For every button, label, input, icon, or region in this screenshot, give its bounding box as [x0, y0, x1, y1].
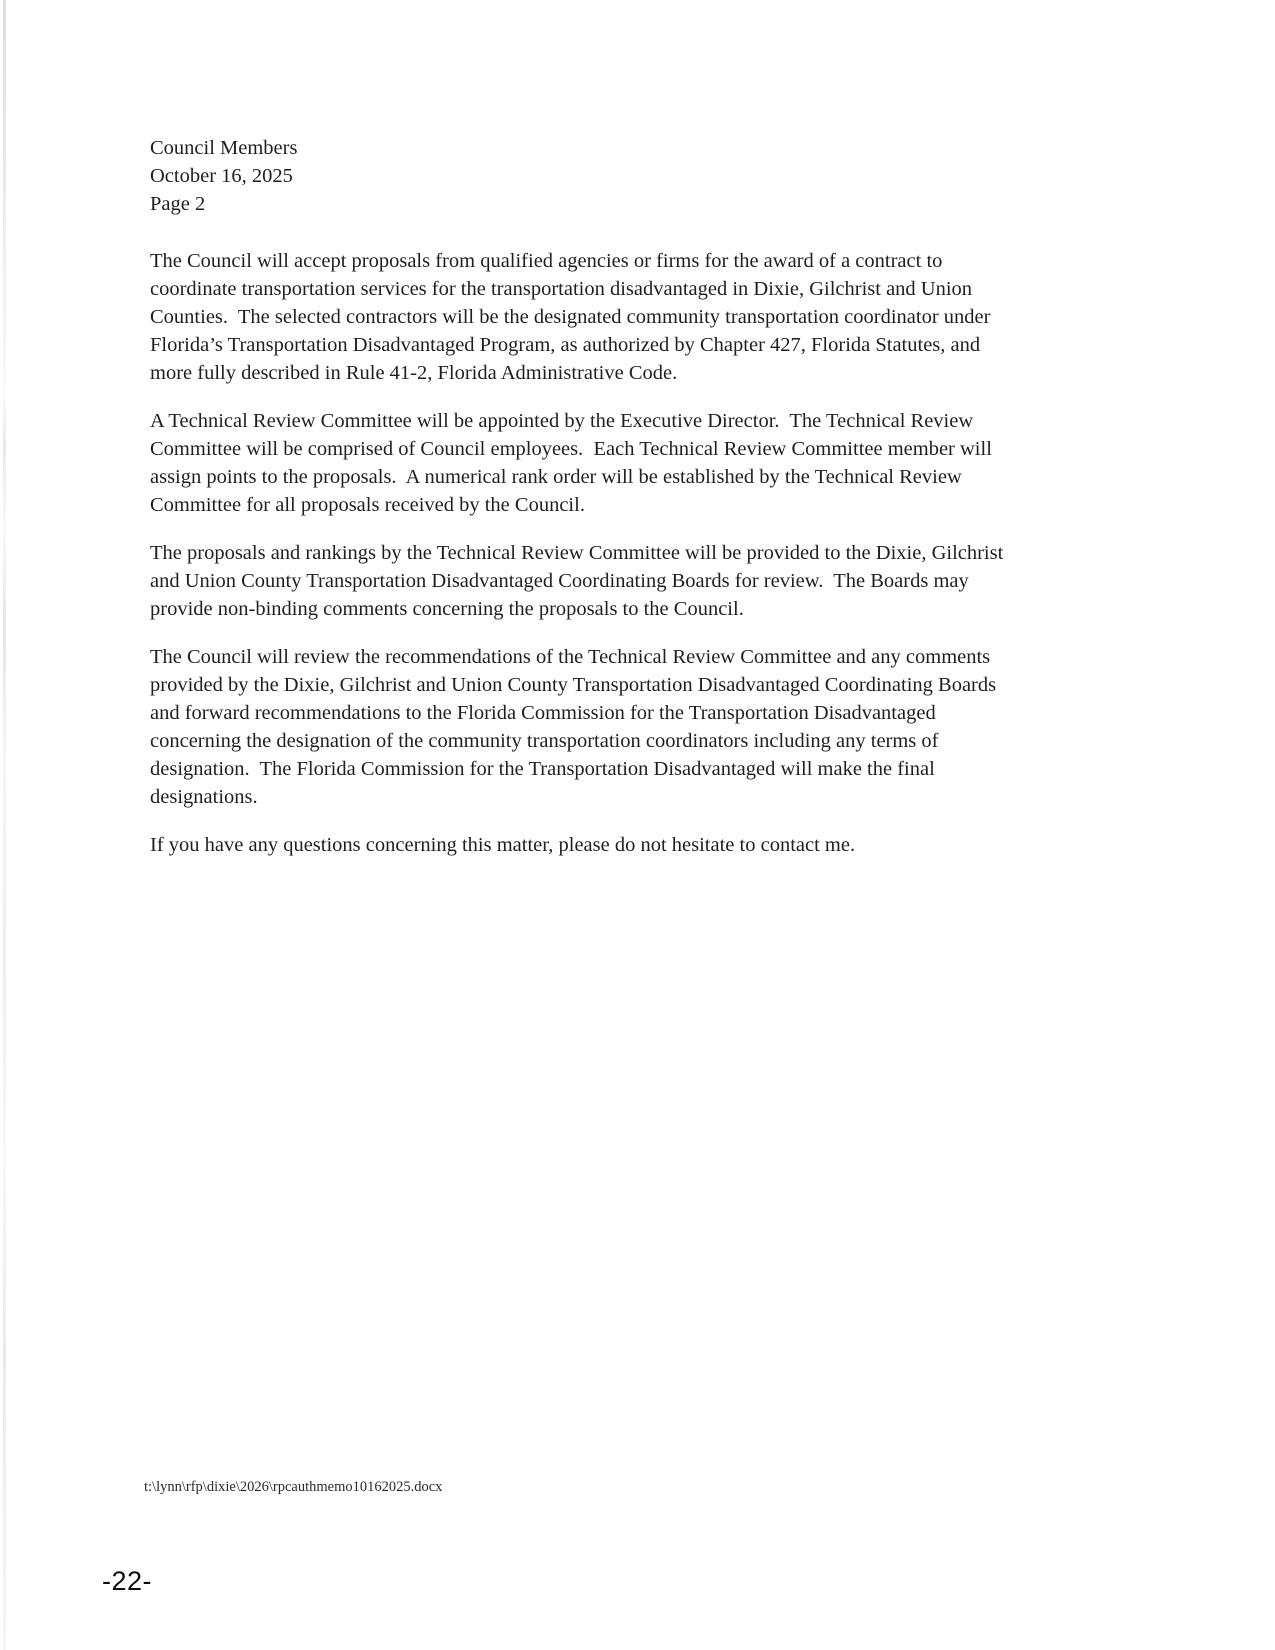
header-recipient: Council Members: [150, 137, 298, 159]
paragraph-council-review: [150, 643, 1110, 811]
paragraph-proposals: [150, 247, 1110, 387]
header-page-label: Page 2: [150, 193, 206, 215]
memo-header: [150, 134, 1110, 218]
text-line: provide non-binding comments concerning the proposals to the Council.: [150, 598, 744, 620]
text-line: Counties. The selected contractors will be the designated community transportation coordinator under: [150, 306, 991, 328]
text-line: Committee for all proposals received by the Council.: [150, 494, 585, 516]
text-line: A Technical Review Committee will be appointed by the Executive Director. The Technical Review: [150, 410, 974, 432]
text-line: and Union County Transportation Disadvantaged Coordinating Boards for review. The Boards may: [150, 570, 969, 592]
scan-edge-artifact: [3, 0, 6, 1650]
memo-body: [150, 134, 1110, 859]
file-path: t:\lynn\rfp\dixie\2026\rpcauthmemo10162025.docx: [144, 1479, 443, 1495]
text-line: Committee will be comprised of Council employees. Each Technical Review Committee member will: [150, 438, 992, 460]
text-line: The Council will review the recommendations of the Technical Review Committee and any comments: [150, 646, 991, 668]
text-line: coordinate transportation services for the transportation disadvantaged in Dixie, Gilchrist and Union: [150, 278, 973, 300]
text-line: more fully described in Rule 41-2, Florida Administrative Code.: [150, 362, 678, 384]
paragraph-technical-review-committee: [150, 407, 1110, 519]
paragraph-rankings-boards: [150, 539, 1110, 623]
text-line: and forward recommendations to the Florida Commission for the Transportation Disadvantaged: [150, 702, 936, 724]
text-line: provided by the Dixie, Gilchrist and Union County Transportation Disadvantaged Coordinating Boards: [150, 674, 997, 696]
text-line: assign points to the proposals. A numerical rank order will be established by the Technical Review: [150, 466, 962, 488]
text-line: Florida’s Transportation Disadvantaged Program, as authorized by Chapter 427, Florida Statutes, and: [150, 334, 981, 356]
text-line: The proposals and rankings by the Technical Review Committee will be provided to the Dixie, Gilchrist: [150, 542, 1004, 564]
paragraph-closing: [150, 831, 1110, 859]
text-line: designation. The Florida Commission for the Transportation Disadvantaged will make the final: [150, 758, 935, 780]
header-date: October 16, 2025: [150, 165, 293, 187]
text-line: concerning the designation of the community transportation coordinators including any terms of: [150, 730, 939, 752]
text-line: designations.: [150, 786, 258, 808]
page-number: -22-: [102, 1566, 153, 1596]
text-line: The Council will accept proposals from qualified agencies or firms for the award of a contract to: [150, 250, 943, 272]
text-line: If you have any questions concerning this matter, please do not hesitate to contact me.: [150, 834, 856, 856]
